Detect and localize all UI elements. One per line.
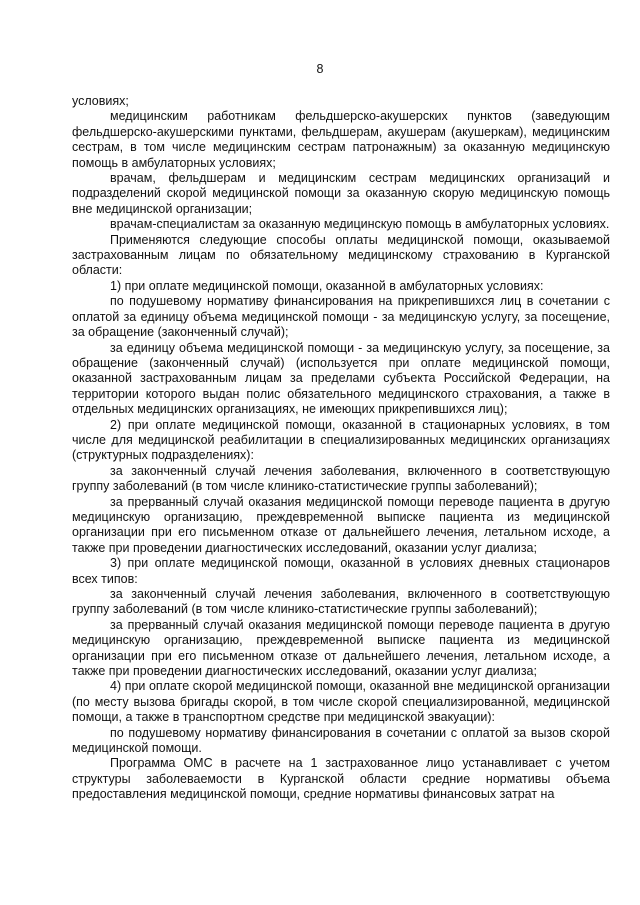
paragraph: за прерванный случай оказания медицинской помощи переводе пациента в другую медицинскую организацию, преждевременной выписке пациента из медицинской организации при его письменном отказе от дальнейшего лечения, летальном исходе, а также при проведении диагностических исследований, оказании услуг диализа; <box>72 494 610 555</box>
paragraph: по подушевому нормативу финансирования на прикрепившихся лиц в сочетании с оплатой за единицу объема медицинской помощи - за медицинскую услугу, за посещение, за обращение (законченный случай); <box>72 294 610 340</box>
paragraph: за законченный случай лечения заболевания, включенного в соответствующую группу заболеваний (в том числе клинико-статистические группы заболеваний); <box>72 463 610 494</box>
paragraph: 4) при оплате скорой медицинской помощи, оказанной вне медицинской организации (по месту вызова бригады скорой, в том числе скорой специализированной, медицинской помощи, а также в транспортном средстве при медицинской эвакуации): <box>72 679 610 725</box>
paragraph: Применяются следующие способы оплаты медицинской помощи, оказываемой застрахованным лицам по обязательному медицинскому страхованию в Курганской области: <box>72 232 610 278</box>
document-body <box>72 94 610 803</box>
page-number: 8 <box>316 62 324 76</box>
paragraph: за прерванный случай оказания медицинской помощи переводе пациента в другую медицинскую организацию, преждевременной выписке пациента из медицинской организации при его письменном отказе от дальнейшего лечения, летальном исходе, а также при проведении диагностических исследований, оказании услуг диализа; <box>72 617 610 679</box>
paragraph: врачам, фельдшерам и медицинским сестрам медицинских организаций и подразделений скорой медицинской помощи за оказанную скорую медицинскую помощь вне медицинской организации; <box>72 171 610 216</box>
paragraph: по подушевому нормативу финансирования в сочетании с оплатой за вызов скорой медицинской помощи. <box>72 725 610 756</box>
paragraph: 2) при оплате медицинской помощи, оказанной в стационарных условиях, в том числе для медицинской реабилитации в специализированных медицинских организациях (структурных подразделениях): <box>72 417 610 463</box>
paragraph: условиях; <box>72 94 129 108</box>
paragraph: медицинским работникам фельдшерско-акушерских пунктов (заведующим фельдшерско-акушерскими пунктами, фельдшерам, акушерам (акушеркам), медицинским сестрам, в том числе медицинским сестрам патронажным) за оказанную медицинскую помощь в амбулаторных условиях; <box>72 109 610 170</box>
paragraph: 3) при оплате медицинской помощи, оказанной в условиях дневных стационаров всех типов: <box>72 556 610 586</box>
paragraph: 1) при оплате медицинской помощи, оказанной в амбулаторных условиях: <box>110 278 544 293</box>
paragraph: врачам-специалистам за оказанную медицинскую помощь в амбулаторных условиях. <box>110 217 610 232</box>
paragraph: за законченный случай лечения заболевания, включенного в соответствующую группу заболеваний (в том числе клинико-статистические группы заболеваний); <box>72 587 610 617</box>
paragraph: за единицу объема медицинской помощи - за медицинскую услугу, за посещение, за обращение (законченный случай) (используется при оплате медицинской помощи, оказанной застрахованным лицам за пределами субъекта Российской Федерации, на территории которого выдан полис обязательного медицинского страхования, а также в отдельных медицинских организациях, не имеющих прикрепившихся лиц); <box>72 340 610 417</box>
paragraph: Программа ОМС в расчете на 1 застрахованное лицо устанавливает с учетом структуры заболеваемости в Курганской области средние нормативы объема предоставления медицинской помощи, средние нормативы финансовых затрат на <box>72 756 610 802</box>
